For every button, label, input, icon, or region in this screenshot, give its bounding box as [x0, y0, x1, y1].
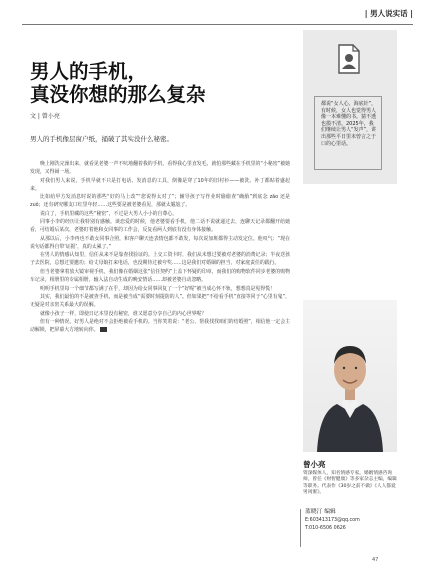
page-number: 47 [372, 557, 379, 563]
author-bio: 资深媒体人，知名情感专家。婚姻情感咨询师，曾任《财智健康》等多家杂志主编，编辑等职务。代表作《30岁之前不做》《人人都爱男闺蜜》。 [303, 471, 397, 496]
sidebar-quote: 都说“女人心，海底针”，有时候，女人也觉得男人像一本难懂的书。猜不透也摸不清。2025年，我们继续让男人“发声”，讲出那些平日里未曾言之于口的心里话。 [321, 101, 377, 147]
body-paragraph-last [30, 318, 290, 334]
body-paragraph: 比如给甲方发消息时说的那些“好的马上改”“您说得太对了”；辅导孩子写作业时偷偷查“确胎”到底念 zāo 还是 zuǒ；还有研究哪支口红里年轻……这些要是被老婆看见，那就太尴尬了。 [30, 194, 290, 209]
editor-contact [300, 509, 400, 547]
author-photo [303, 300, 397, 452]
sidebar-quote-box [314, 96, 382, 170]
end-mark-icon: M [100, 327, 107, 332]
body-paragraph: 明明手机里每一个细节都写满了在乎，却因为给女同事回复了一个“好呢”被当成心怀不轨，想想真是冤得慌！ [40, 285, 275, 292]
editor-name: 蓝晓汀 编辑 [305, 509, 336, 515]
body-paragraph: 其实，我们最怕的不是被查手机，而是被当成“需要时刻提防的人”。但如果把“不给看手机”直接等同于“心里有鬼”，无疑是对亲密关系最大的误解。 [30, 294, 290, 309]
body-paragraph: 从那以后，小李再也不敢女同事合照，和客户聊天连表情包都不敢发，每次说加班都得主动发定位。他叹气：“现在说句话都得自带‘证据’，真的太累了。” [30, 235, 290, 250]
person-document-icon [336, 44, 362, 74]
body-paragraph: 对我们男人来说，手机早就不只是打电话、发消息的工具，倒像是穿了10年的旧衬衫——被洗、补丁都贴着盛起来。 [30, 177, 290, 192]
editor-phone: T:010-6506 0626 [305, 525, 346, 531]
body-paragraph: 但当老婆拿着放大镜审视手机，我们像在婚姻这张“信任契约”上盖下怀疑的印章，而我们的购物软件同步老婆的购物车记录，相册里的专属相册，输入法自动生成的晚安情话……却被老婆自动忽略。 [30, 268, 290, 284]
section-tag: | 男人说实话 | [364, 9, 413, 18]
body-paragraph: 就像小孩子一样，即使日记本里没有秘密，谁又愿意分享自己的内心世界呢？ [40, 310, 207, 317]
author-portrait-illustration [303, 300, 397, 452]
body-paragraph: 说白了，手机里藏的这些“秘密”，不过是大男人小小的自尊心。 [40, 210, 178, 217]
author-name: 曾小亮 [303, 460, 326, 469]
byline: 文 | 曾小亮 [30, 113, 60, 120]
body-paragraph: 在男人的情感认知里，信任从来不是靠查找验证的。上交工资卡时，我们从未想过要被对老婆的消费记录；半夜送孩子去医院，总想过要邀功；给丈母娘打来电话，也没期待过被夸奖……这是我们对婚姻的担当，对家庭责任的践行。 [30, 252, 290, 267]
article-body [30, 160, 290, 335]
editor-email: E:603413173@qq.com [305, 518, 360, 524]
article-lead: 男人的手机像层窗户纸，捅破了其实没什么秘密。 [30, 135, 173, 143]
article-title [30, 60, 285, 106]
header-rule [22, 24, 413, 25]
title-line-1: 男人的手机， [30, 60, 148, 83]
last-paragraph-text: 但有一种情况，好男人是绝对不会拒绝被看手机的。当你笑着说：“老公，帮我找找咱们的结婚照”，相信他一定会主动解锁，把屏幕大方地转向你。 [30, 319, 290, 334]
body-paragraph: 同事小李的经历让我特别有感触。谈恋爱的时候，他老婆要看手机，他二话不说就递过去，连聊天记录都翻开给她看，可结婚后某次，老婆盯着他和女同事的工作会，反复看两人到底有没有身体接触。 [30, 219, 290, 234]
body-paragraph: 晚上刚洗完澡出来，就看见老婆一声不吭地翻着我的手机，看得我心里直发毛，就怕那些藏在手机里的“小秘密”被她发现，又得闹一场。 [30, 161, 290, 176]
title-line-2: 真没你想的那么复杂 [30, 83, 206, 106]
